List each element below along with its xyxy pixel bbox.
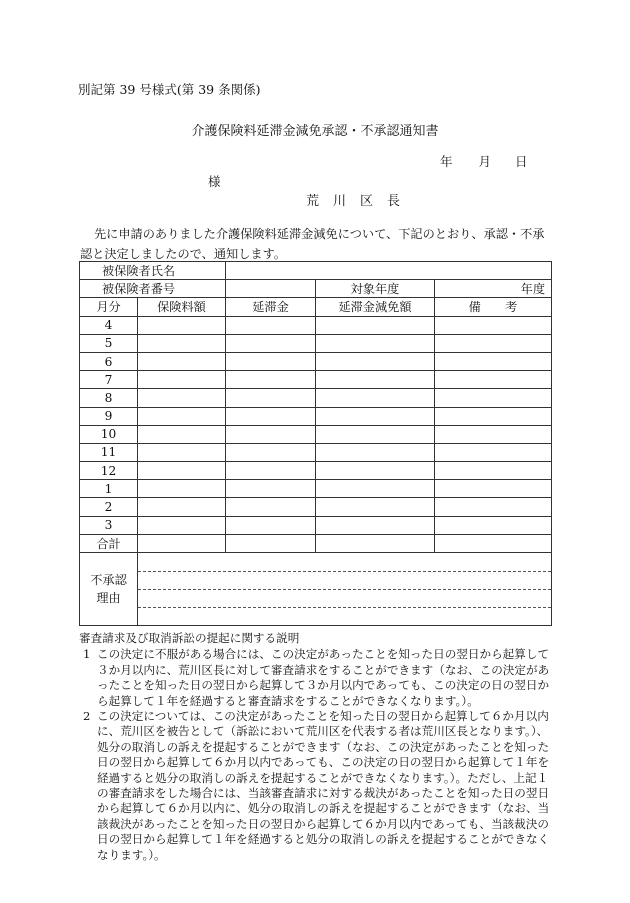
remarks-cell[interactable] bbox=[435, 480, 552, 498]
col-month-header: 月分 bbox=[80, 298, 138, 316]
reason-label-line2: 理由 bbox=[96, 591, 121, 605]
day-field: 日 bbox=[515, 154, 528, 169]
reason-dashed-lines bbox=[138, 553, 551, 625]
remarks-cell[interactable] bbox=[435, 498, 552, 516]
table-row bbox=[80, 389, 552, 407]
month-cell: 8 bbox=[80, 389, 138, 407]
table-row bbox=[80, 407, 552, 425]
insured-name-row bbox=[80, 262, 552, 280]
late-fee-cell[interactable] bbox=[226, 316, 316, 334]
remarks-cell[interactable] bbox=[435, 462, 552, 480]
col-reduction-header: 延滞金減免額 bbox=[316, 298, 435, 316]
insured-number-value[interactable] bbox=[226, 280, 316, 298]
remarks-cell[interactable] bbox=[435, 407, 552, 425]
intro-paragraph: 先に申請のありました介護保険料延滞金減免について、下記のとおり、承認・不承認と決定しましたので、通知します。 bbox=[80, 227, 545, 261]
form-identifier: 別記第 39 号様式(第 39 条関係) bbox=[78, 82, 261, 97]
premium-cell[interactable] bbox=[138, 407, 226, 425]
month-field: 月 bbox=[478, 154, 492, 169]
late-fee-cell[interactable] bbox=[226, 407, 316, 425]
remarks-cell[interactable] bbox=[435, 371, 552, 389]
table-row bbox=[80, 498, 552, 516]
remarks-cell[interactable] bbox=[435, 352, 552, 370]
remarks-cell[interactable] bbox=[435, 316, 552, 334]
premium-cell[interactable] bbox=[138, 316, 226, 334]
reduction-cell[interactable] bbox=[316, 371, 435, 389]
document-title: 介護保険料延滞金減免承認・不承認通知書 bbox=[191, 124, 439, 139]
total-premium-cell[interactable] bbox=[138, 534, 226, 552]
date-line bbox=[440, 152, 528, 170]
late-fee-cell[interactable] bbox=[226, 389, 316, 407]
premium-cell[interactable] bbox=[138, 371, 226, 389]
reduction-cell[interactable] bbox=[316, 316, 435, 334]
reduction-cell[interactable] bbox=[316, 389, 435, 407]
year-field: 年 bbox=[440, 154, 453, 169]
month-cell: 12 bbox=[80, 462, 138, 480]
total-row bbox=[80, 534, 552, 552]
month-cell: 4 bbox=[80, 316, 138, 334]
insured-name-value[interactable] bbox=[226, 262, 552, 280]
table-row bbox=[80, 352, 552, 370]
appeal-notes bbox=[79, 631, 553, 863]
target-year-value[interactable]: 年度 bbox=[435, 280, 552, 298]
reduction-cell[interactable] bbox=[316, 516, 435, 534]
table-row bbox=[80, 462, 552, 480]
list-item bbox=[79, 647, 553, 709]
month-cell: 7 bbox=[80, 371, 138, 389]
remarks-cell[interactable] bbox=[435, 516, 552, 534]
list-item-number: 1 bbox=[83, 647, 91, 662]
month-cell: 11 bbox=[80, 443, 138, 461]
table-row bbox=[80, 516, 552, 534]
col-remarks-header: 備 考 bbox=[435, 298, 552, 316]
month-cell: 6 bbox=[80, 352, 138, 370]
list-item-text: この決定については、この決定があったことを知った日の翌日から起算して６か月以内に、荒川区を被告として（訴訟において荒川区を代表する者は荒川区長となります。）、処分の取消しの訴えを提起することができます（なお、この決定があったことを知った日の翌日から起算して６か月以内であっても、この決定の日の翌日から起算して１年を経過すると処分の取消しの訴えを提起することができなくなります。）。ただし、上記１の審査請求をした場合には、当該審査請求に対する裁決があったことを知った日の翌日から起算して６か月以内に、処分の取消しの訴えを提起することができます（なお、当該裁決があったことを知った日の翌日から起算して６か月以内であっても、当該裁決の日の翌日から起算して１年を経過すると処分の取消しの訴えを提起することができなくなります。）。 bbox=[97, 709, 550, 862]
notes-heading: 審査請求及び取消訴訟の提起に関する説明 bbox=[79, 631, 300, 645]
list-item-number: 2 bbox=[83, 709, 91, 724]
target-year-label: 対象年度 bbox=[316, 280, 435, 298]
col-late-fee-header: 延滞金 bbox=[226, 298, 316, 316]
reduction-cell[interactable] bbox=[316, 498, 435, 516]
reason-row bbox=[80, 553, 552, 626]
premium-cell[interactable] bbox=[138, 389, 226, 407]
month-cell: 9 bbox=[80, 407, 138, 425]
month-cell: 10 bbox=[80, 425, 138, 443]
remarks-cell[interactable] bbox=[435, 425, 552, 443]
premium-cell[interactable] bbox=[138, 516, 226, 534]
reduction-cell[interactable] bbox=[316, 443, 435, 461]
reason-label-line1: 不承認 bbox=[90, 573, 127, 587]
premium-cell[interactable] bbox=[138, 425, 226, 443]
reduction-table bbox=[79, 261, 552, 626]
reduction-cell[interactable] bbox=[316, 462, 435, 480]
insured-number-label: 被保険者番号 bbox=[80, 280, 226, 298]
premium-cell[interactable] bbox=[138, 462, 226, 480]
table-row bbox=[80, 316, 552, 334]
late-fee-cell[interactable] bbox=[226, 443, 316, 461]
table-row bbox=[80, 371, 552, 389]
late-fee-cell[interactable] bbox=[226, 480, 316, 498]
late-fee-cell[interactable] bbox=[226, 334, 316, 352]
table-row bbox=[80, 425, 552, 443]
reason-label bbox=[80, 553, 138, 626]
late-fee-cell[interactable] bbox=[226, 371, 316, 389]
premium-cell[interactable] bbox=[138, 480, 226, 498]
premium-cell[interactable] bbox=[138, 443, 226, 461]
remarks-cell[interactable] bbox=[435, 389, 552, 407]
table-row bbox=[80, 480, 552, 498]
issuer-name: 荒川区長 bbox=[306, 194, 415, 209]
reduction-cell[interactable] bbox=[316, 334, 435, 352]
total-label: 合計 bbox=[80, 534, 138, 552]
remarks-cell[interactable] bbox=[435, 443, 552, 461]
col-premium-header: 保険料額 bbox=[138, 298, 226, 316]
total-late-fee-cell[interactable] bbox=[226, 534, 316, 552]
reason-field[interactable] bbox=[138, 553, 552, 626]
month-cell: 3 bbox=[80, 516, 138, 534]
column-header-row bbox=[80, 298, 552, 316]
month-cell: 2 bbox=[80, 498, 138, 516]
reduction-cell[interactable] bbox=[316, 425, 435, 443]
late-fee-cell[interactable] bbox=[226, 352, 316, 370]
insured-name-label: 被保険者氏名 bbox=[80, 262, 226, 280]
insured-number-row bbox=[80, 280, 552, 298]
remarks-cell[interactable] bbox=[435, 334, 552, 352]
premium-cell[interactable] bbox=[138, 352, 226, 370]
reduction-cell[interactable] bbox=[316, 407, 435, 425]
list-item bbox=[79, 709, 553, 863]
total-reduction-cell[interactable] bbox=[316, 534, 435, 552]
table-row bbox=[80, 443, 552, 461]
month-cell: 5 bbox=[80, 334, 138, 352]
reduction-cell[interactable] bbox=[316, 480, 435, 498]
month-cell: 1 bbox=[80, 480, 138, 498]
table-row bbox=[80, 334, 552, 352]
addressee-suffix: 様 bbox=[208, 174, 221, 189]
late-fee-cell[interactable] bbox=[226, 516, 316, 534]
late-fee-cell[interactable] bbox=[226, 425, 316, 443]
list-item-text: この決定に不服がある場合には、この決定があったことを知った日の翌日から起算して３か月以内に、荒川区長に対して審査請求をすることができます（なお、この決定があったことを知った日の翌日から起算して３か月以内であっても、この決定の日の翌日から起算して１年を経過すると審査請求をすることができなくなります。）。 bbox=[97, 647, 550, 708]
late-fee-cell[interactable] bbox=[226, 498, 316, 516]
premium-cell[interactable] bbox=[138, 498, 226, 516]
reduction-cell[interactable] bbox=[316, 352, 435, 370]
premium-cell[interactable] bbox=[138, 334, 226, 352]
total-remarks-cell[interactable] bbox=[435, 534, 552, 552]
late-fee-cell[interactable] bbox=[226, 462, 316, 480]
